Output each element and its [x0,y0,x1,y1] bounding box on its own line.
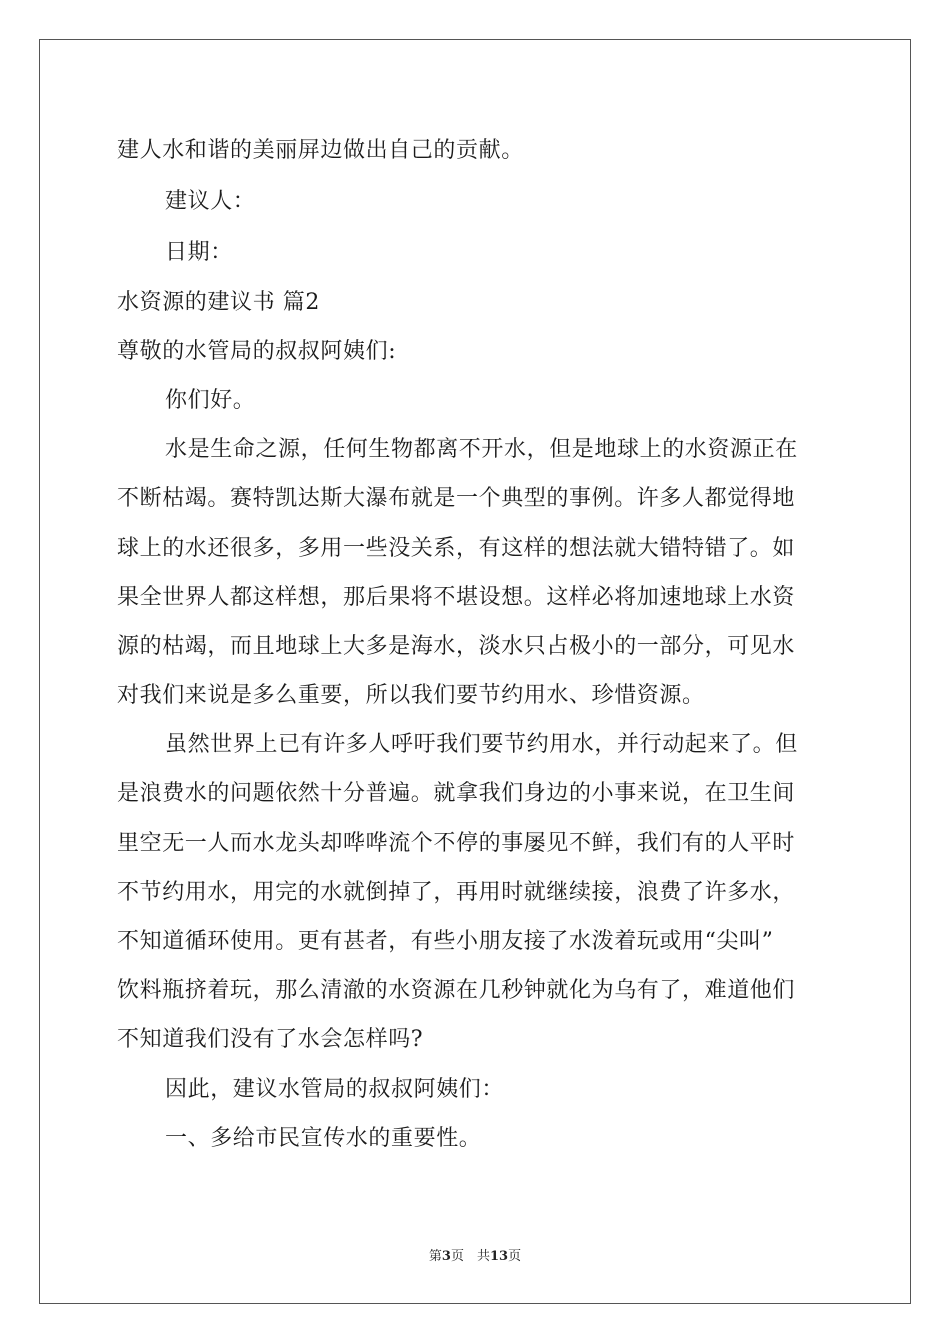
paragraph-line: 不知道我们没有了水会怎样吗? [117,1027,424,1052]
paragraph-line: 是浪费水的问题依然十分普遍。就拿我们身边的小事来说，在卫生间 [117,781,796,806]
paragraph-line: 不知道循环使用。更有甚者，有些小朋友接了水泼着玩或用“尖叫” [117,929,774,954]
paragraph-line: 饮料瓶挤着玩，那么清澈的水资源在几秒钟就化为乌有了，难道他们 [117,978,796,1003]
paragraph-line: 因此，建议水管局的叔叔阿姨们： [165,1077,505,1102]
proposer-label: 建议人： [165,189,256,214]
paragraph-line: 球上的水还很多，多用一些没关系，有这样的想法就大错特错了。如 [117,536,796,561]
paragraph-line: 水是生命之源，任何生物都离不开水，但是地球上的水资源正在 [165,437,798,462]
page-frame [39,39,911,1304]
paragraph-line: 不节约用水，用完的水就倒掉了，再用时就继续接，浪费了许多水， [117,880,796,905]
paragraph-line: 不断枯竭。赛特凯达斯大瀑布就是一个典型的事例。许多人都觉得地 [117,486,796,511]
paragraph-line: 果全世界人都这样想，那后果将不堪设想。这样必将加速地球上水资 [117,585,796,610]
salutation: 尊敬的水管局的叔叔阿姨们: [117,339,397,364]
footer-prefix: 第 [428,1249,442,1264]
text-line: 建人水和谐的美丽屏边做出自己的贡献。 [117,138,524,163]
paragraph-line: 里空无一人而水龙头却哗哗流个不停的事屡见不鲜，我们有的人平时 [117,831,796,856]
paragraph-line: 源的枯竭，而且地球上大多是海水，淡水只占极小的一部分，可见水 [117,634,796,659]
footer-suffix: 页 [508,1249,522,1264]
paragraph-line: 虽然世界上已有许多人呼吁我们要节约用水，并行动起来了。但 [165,732,798,757]
current-page-number: 3 [441,1249,451,1264]
footer-middle: 页 共 [450,1249,490,1264]
total-page-count: 13 [489,1249,509,1264]
page-footer [0,1249,950,1265]
paragraph-line: 对我们来说是多么重要，所以我们要节约用水、珍惜资源。 [117,683,705,708]
date-label: 日期： [165,240,233,265]
greeting: 你们好。 [165,388,256,413]
section-title: 水资源的建议书 篇2 [117,290,320,315]
list-item: 一、多给市民宣传水的重要性。 [165,1126,482,1151]
